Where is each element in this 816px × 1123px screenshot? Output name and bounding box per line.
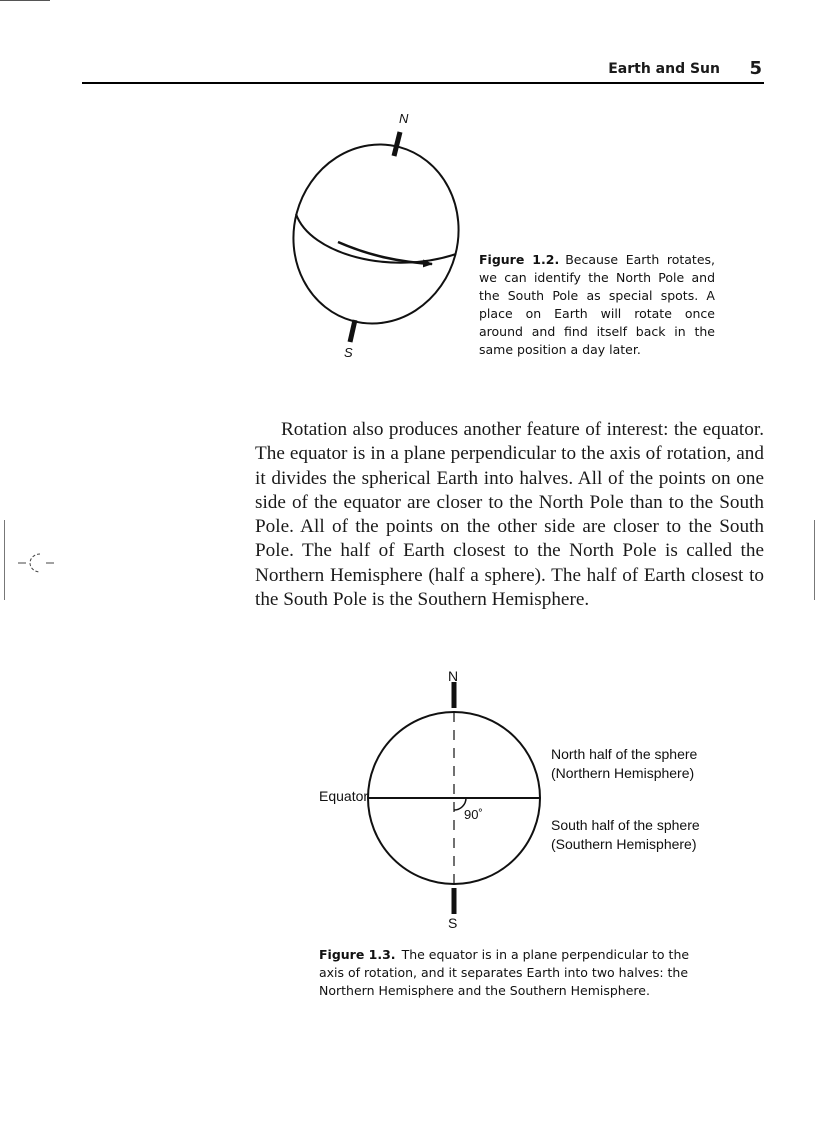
south-label: S (344, 345, 353, 360)
figure-1-3-caption-label: Figure 1.3. (319, 947, 396, 962)
figure-1-3-diagram (300, 664, 720, 934)
equator-label: Equator (319, 788, 369, 804)
running-header (82, 58, 764, 82)
north-label: N (399, 111, 409, 126)
margin-mark-right (814, 520, 815, 600)
north-label: N (448, 668, 459, 684)
south-half-label-line2: (Southern Hemisphere) (551, 836, 697, 852)
figure-1-2-diagram (280, 104, 480, 366)
margin-mark-left (4, 520, 5, 600)
north-half-label-line1: North half of the sphere (551, 746, 698, 762)
south-label: S (448, 915, 458, 931)
angle-label: 90˚ (464, 807, 483, 822)
figure-1-3-caption-text: The equator is in a plane perpendicular to the axis of rotation, and it separates Earth into two halves: the Northern Hemisphere and the Southern Hemisphere. (319, 947, 690, 998)
rotation-arrow (338, 242, 432, 264)
north-half-label-line2: (Northern Hemisphere) (551, 765, 695, 781)
registration-mark-icon (16, 548, 56, 578)
crop-mark-top (0, 0, 50, 1)
page-number: 5 (749, 58, 762, 79)
figure-1-3-caption (319, 946, 711, 1000)
body-paragraph: Rotation also produces another feature of interest: the equator. The equator is in a plane perpendicular to the axis of rotation, and it divides the spherical Earth into halves. All of the points on one side of the equator are closer to the North Pole than to the South Pole. All of the points on the other side are closer to the South Pole. The half of Earth closest to the North Pole is called the Northern Hemisphere (half a sphere). The half of Earth closest to the South Pole is the Southern Hemisphere. (255, 419, 764, 611)
figure-1-2-caption-label: Figure 1.2. (479, 252, 560, 267)
running-title: Earth and Sun (608, 61, 720, 77)
north-pole-marker (394, 132, 400, 156)
south-half-label-line1: South half of the sphere (551, 817, 700, 833)
figure-1-2-caption (479, 251, 715, 358)
header-rule (82, 82, 764, 84)
south-pole-marker (350, 320, 355, 342)
sphere-outline (274, 126, 479, 342)
figure-1-2-caption-text: Because Earth rotates, we can identify the North Pole and the South Pole as special spots. A place on Earth will rotate once around and find itself back in the same position a day later. (479, 252, 715, 357)
